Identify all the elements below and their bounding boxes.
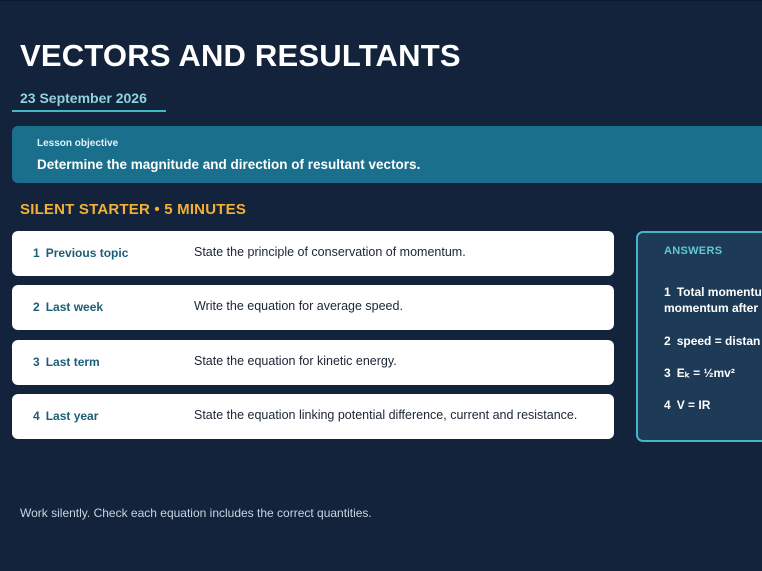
question-card-1 — [12, 231, 614, 276]
starter-heading: SILENT STARTER • 5 MINUTES — [20, 201, 247, 218]
question-source: Last year — [45, 409, 99, 423]
date-underline — [12, 110, 166, 112]
lesson-objective-banner — [12, 126, 762, 183]
question-number: 2 — [33, 300, 40, 314]
answer-2 — [664, 333, 760, 349]
question-number: 3 — [33, 355, 40, 369]
question-label — [33, 355, 100, 369]
question-card-4 — [12, 394, 614, 439]
answer-1 — [664, 284, 762, 316]
slide-date: 23 September 2026 — [20, 90, 147, 106]
question-source: Previous topic — [45, 246, 129, 260]
answer-3 — [664, 365, 735, 381]
question-text: State the principle of conservation of momentum. — [194, 245, 466, 259]
question-source: Last week — [45, 300, 104, 314]
answer-text-line1: Total momentu — [676, 285, 762, 299]
objective-text: Determine the magnitude and direction of resultant vectors. — [37, 157, 421, 172]
question-number: 1 — [33, 246, 40, 260]
top-border — [0, 0, 762, 1]
slide-title: VECTORS AND RESULTANTS — [20, 38, 461, 73]
footer-instruction: Work silently. Check each equation includes the correct quantities. — [20, 506, 372, 520]
answer-number: 3 — [664, 366, 671, 380]
answers-heading: ANSWERS — [664, 245, 723, 257]
question-text: State the equation linking potential difference, current and resistance. — [194, 408, 578, 422]
question-card-2 — [12, 285, 614, 330]
question-number: 4 — [33, 409, 40, 423]
answer-number: 2 — [664, 334, 671, 348]
answer-text: V = IR — [676, 398, 711, 412]
answer-text: speed = distan — [676, 334, 761, 348]
question-source: Last term — [45, 355, 100, 369]
objective-label: Lesson objective — [37, 138, 119, 149]
answer-text-line2: momentum after — [664, 301, 759, 315]
question-label — [33, 409, 98, 423]
question-label — [33, 246, 128, 260]
question-text: Write the equation for average speed. — [194, 299, 403, 313]
answer-number: 1 — [664, 285, 671, 299]
question-text: State the equation for kinetic energy. — [194, 354, 397, 368]
answer-text: Eₖ = ½mv² — [676, 366, 735, 380]
question-card-3 — [12, 340, 614, 385]
answer-4 — [664, 397, 710, 413]
answers-panel — [636, 231, 762, 442]
answer-number: 4 — [664, 398, 671, 412]
question-label — [33, 300, 103, 314]
